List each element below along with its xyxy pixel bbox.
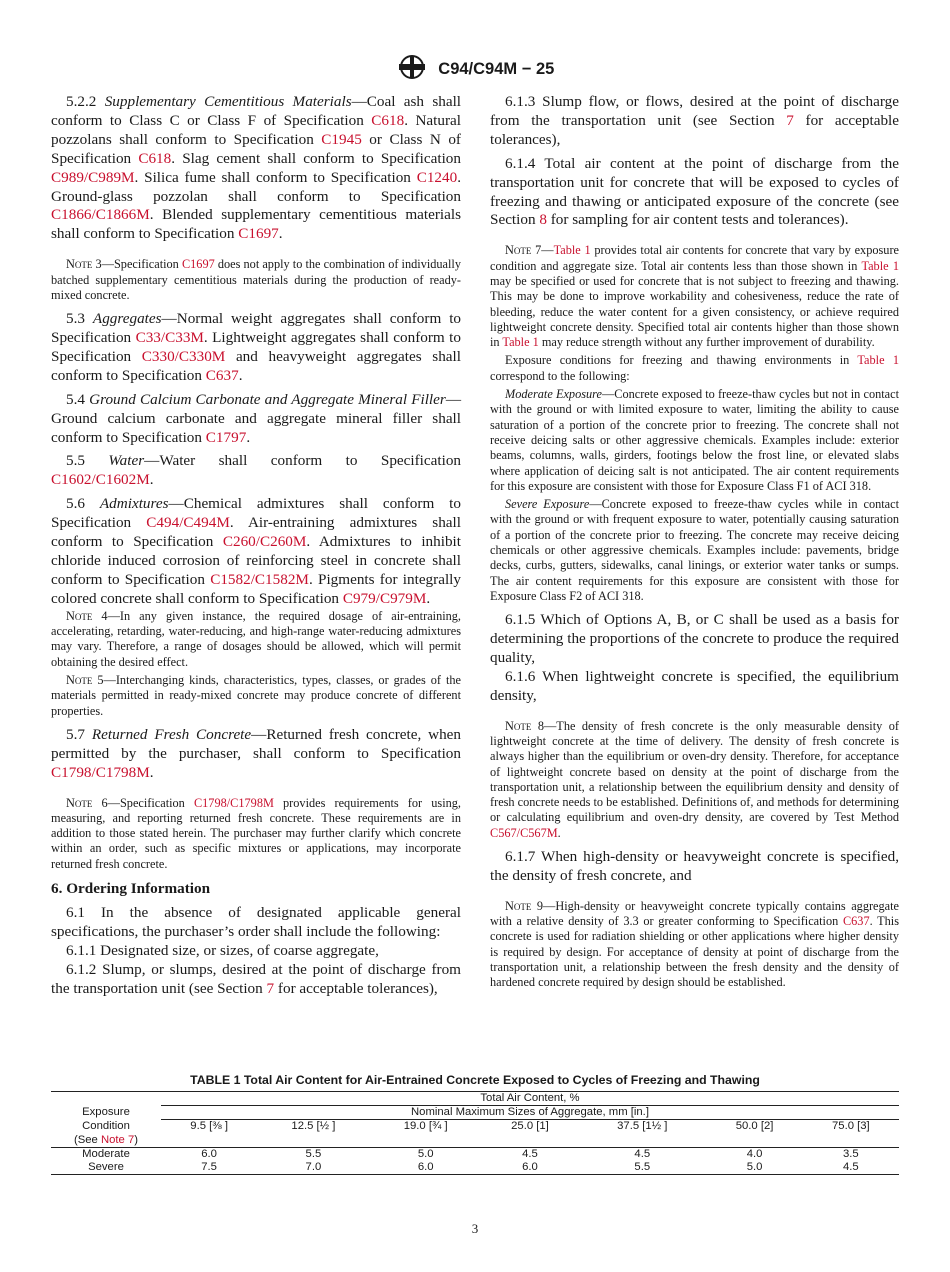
paragraph-6-1-7: 6.1.7 When high-density or heavyweight concrete is specified, the density of fresh concrete, and: [490, 848, 899, 884]
link-table-1[interactable]: Table 1: [553, 243, 591, 258]
note-7: Note 7—Table 1 provides total air contents for concrete that vary by exposure condition and aggregate size. Total air contents less than those shown in Table 1 may be specified or used for concrete that is not subject to freezing and thawing. This may be done to improve workability and cohesiveness, reduce the rate of bleeding, reduce the water content for a given consistency, or achieve required lightweight concrete density. Specified total air contents higher than those shown in Table 1 may reduce strength without any further improvement of durability.: [490, 243, 900, 350]
table-cell: 5.5: [305, 1147, 322, 1160]
section-heading-6: 6. Ordering Information: [51, 880, 211, 898]
table-cell: 7.5: [161, 1161, 257, 1175]
note-4: Note 4—In any given instance, the required dosage of air-entraining, accelerating, retarding, water-reducing, and high-range water-reducing admixtures may vary. Therefore, a range of dosages should be allowed, which will permit obtaining the desired effect.: [51, 608, 461, 669]
link-c1798[interactable]: C1798/C1798M: [51, 763, 150, 781]
link-section-7-b[interactable]: 7: [786, 111, 794, 129]
link-c260[interactable]: C260/C260M: [222, 533, 307, 551]
note-7-exposure-intro: Exposure conditions for freezing and thawing environments in Table 1 correspond to the following:: [490, 353, 899, 383]
table-header-exposure: Exposure: [82, 1105, 130, 1118]
link-c1866[interactable]: C1866/C1866M: [51, 206, 150, 224]
link-section-8[interactable]: 8: [539, 211, 547, 229]
paragraph-6-1-6: 6.1.6 When lightweight concrete is specified, the equilibrium density,: [490, 667, 899, 704]
air-content-table: [51, 1091, 899, 1175]
link-c1697[interactable]: C1697: [238, 225, 279, 243]
paragraph-5-4: 5.4 Ground Calcium Carbonate and Aggregate Mineral Filler—Ground calcium carbonate and aggregate mineral filler shall conform to Specification C1797.: [51, 390, 461, 446]
note-5: Note 5—Interchanging kinds, characteristics, types, classes, or grades of the materials permitted in ready-mixed concrete may produce concrete of different properties.: [51, 672, 461, 718]
table-header-total: Total Air Content, %: [161, 1092, 899, 1106]
link-c1240[interactable]: C1240: [416, 168, 458, 186]
table-row: [51, 1161, 899, 1175]
paragraph-5-6: 5.6 Admixtures—Chemical admixtures shall conform to Specification C494/C494M. Air-entraining admixtures shall conform to Specification C260/C260M. Admixtures to inhibit chloride induced corrosion of reinforcing steel in concrete shall conform to Specification C1582/C1582M. Pigments for integrally colored concrete shall conform to Specification C979/C979M.: [51, 495, 461, 607]
paragraph-5-2-2: 5.2.2 Supplementary Cementitious Materials—Coal ash shall conform to Class C or Class F of Specification C618. Natural pozzolans shall conform to Specification C1945 or Class N of Specification C618. Slag cement shall conform to Specification C989/C989M. Silica fume shall conform to Specification C1240. Ground-glass pozzolan shall conform to Specification C1866/C1866M. Blended supplementary cementitious materials shall conform to Specification C1697.: [51, 93, 462, 243]
link-c1945[interactable]: C1945: [321, 130, 362, 148]
page-number: 3: [471, 1221, 479, 1236]
table-cell: 7.0: [257, 1161, 369, 1175]
link-c637-note[interactable]: C637: [842, 914, 870, 929]
table-cell: 6.0: [201, 1147, 217, 1160]
table-cell: 4.5: [634, 1147, 651, 1160]
link-c330[interactable]: C330/C330M: [141, 347, 226, 365]
table-size-col: 75.0 [3]: [832, 1120, 870, 1133]
table-row: [51, 1147, 899, 1161]
table-cell: 6.0: [370, 1161, 482, 1175]
table-cell: 3.5: [842, 1147, 859, 1160]
table-cell: 6.0: [482, 1161, 578, 1175]
paragraph-6-1-3: 6.1.3 Slump flow, or flows, desired at the point of discharge from the transportation unit (see Section 7 for acceptable tolerances),: [490, 93, 899, 148]
link-c637[interactable]: C637: [205, 366, 239, 384]
link-c989[interactable]: C989/C989M: [51, 168, 135, 186]
link-c1797[interactable]: C1797: [205, 428, 247, 446]
link-note-7[interactable]: Note 7: [100, 1133, 135, 1146]
table-cell: 4.0: [746, 1147, 763, 1160]
link-c618-b[interactable]: C618: [138, 149, 172, 167]
note-7-severe: Severe Exposure—Concrete exposed to freeze-thaw cycles while in contact with the ground or with frequent exposure to water, potentially causing saturation of a portion of the concrete prior to freezing. The concrete may receive deicing chemicals or other aggressive chemicals. Examples include: pavements, bridge decks, curbs, gutters, sidewalks, canal linings, or exterior water tanks or sumps. The air content requirements for this exposure are consistent with those for Exposure Class F2 of ACI 318.: [490, 497, 899, 603]
note-3: Note 3—Specification C1697 does not apply to the combination of individually batched supplementary cementitious materials during the production of ready-mixed concrete.: [51, 257, 461, 302]
astm-logo-icon: [396, 54, 428, 85]
table-header-condition: Condition: [82, 1119, 130, 1132]
table-row-label: Moderate: [82, 1147, 130, 1160]
table-cell: 4.5: [803, 1161, 899, 1175]
table-size-col: 37.5 [1½ ]: [617, 1120, 668, 1133]
table-size-col: 50.0 [2]: [735, 1120, 774, 1133]
paragraph-6-1-2: 6.1.2 Slump, or slumps, desired at the point of discharge from the transportation unit (see Section 7 for acceptable tolerances),: [51, 960, 461, 997]
note-7-moderate: Moderate Exposure—Concrete exposed to freeze-thaw cycles but not in contact with the ground or with limited exposure to water, limiting the ability to cause saturation of a portion of the concrete prior to freezing. The concrete shall not receive deicing salts or other aggressive chemicals. Examples include: exterior beams, columns, walls, girders, footings below the frost line, or elevated slabs where application of deicing salt is not anticipated. The air content requirements for this exposure are consistent with those for Exposure Class F1 of ACI 318.: [490, 387, 899, 493]
link-c979[interactable]: C979/C979M: [342, 589, 427, 607]
link-c494[interactable]: C494/C494M: [146, 514, 230, 532]
table-size-col: 9.5 [⅜ ]: [190, 1120, 228, 1133]
standard-code: C94/C94M − 25: [438, 60, 555, 78]
table-cell: 5.0: [706, 1161, 802, 1175]
table-row-label: Severe: [51, 1161, 161, 1175]
table-size-col: 19.0 [¾ ]: [403, 1120, 448, 1133]
table-size-col: 12.5 [½ ]: [291, 1120, 336, 1133]
paragraph-5-7: 5.7 Returned Fresh Concrete—Returned fresh concrete, when permitted by the purchaser, shall conform to Specification C1798/C1798M.: [51, 725, 462, 781]
table-header-see-note: (See Note 7): [51, 1134, 161, 1148]
table-header-sizes: Nominal Maximum Sizes of Aggregate, mm [in.]: [161, 1106, 899, 1120]
paragraph-5-5: 5.5 Water—Water shall conform to Specification C1602/C1602M.: [51, 452, 462, 489]
table-cell: 5.0: [417, 1147, 434, 1160]
note-8: Note 8—The density of fresh concrete is the only measurable density of lightweight concrete at the time of delivery. The density of fresh concrete is always higher than the equilibrium or oven-dry density. Therefore, for acceptance of lightweight concrete based on density at the point of discharge from the transportation unit, a relationship between the equilibrium density and density of fresh concrete needs to be established. Definitions of, and methods for determining or calculating equilibrium and oven-dry density, are covered by Test Method C567/C567M.: [490, 718, 899, 840]
right-column: [490, 93, 899, 994]
link-c1697-note[interactable]: C1697: [181, 257, 215, 272]
paragraph-6-1-4: 6.1.4 Total air content at the point of discharge from the transportation unit for concrete that will be exposed to cycles of freezing and thawing or anticipated exposure of the concrete (see Section 8 for sampling for air content tests and tolerances).: [490, 154, 899, 229]
paragraph-6-1-1: 6.1.1 Designated size, or sizes, of coarse aggregate,: [66, 941, 379, 959]
paragraph-6-1: 6.1 In the absence of designated applicable general specifications, the purchaser’s order shall include the following:: [51, 903, 461, 940]
link-c1602[interactable]: C1602/C1602M: [51, 471, 150, 489]
paragraph-6-1-5: 6.1.5 Which of Options A, B, or C shall be used as a basis for determining the proportions of the concrete to produce the required quality,: [490, 611, 899, 666]
paragraph-5-3: 5.3 Aggregates—Normal weight aggregates shall conform to Specification C33/C33M. Lightweight aggregates shall conform to Specification C330/C330M and heavyweight aggregates shall conform to Specification C637.: [51, 310, 462, 384]
link-c1582[interactable]: C1582/C1582M: [210, 570, 309, 588]
table-size-col: 25.0 [1]: [511, 1120, 549, 1133]
link-section-7[interactable]: 7: [266, 979, 275, 997]
link-c618[interactable]: C618: [371, 111, 405, 129]
table-cell: 4.5: [522, 1147, 538, 1160]
left-column: [51, 93, 461, 1003]
note-9: Note 9—High-density or heavyweight concrete typically contains aggregate with a relative density of 3.3 or greater conforming to Specification C637. This concrete is used for radiation shielding or other applications where higher density is required by design. For acceptance of density at point of discharge from the transportation unit, a relationship between the fresh density and the density of hardened concrete required by design should be established.: [490, 898, 899, 990]
table-title: TABLE 1 Total Air Content for Air-Entrained Concrete Exposed to Cycles of Freezing and Thawing: [190, 1073, 760, 1087]
link-c567[interactable]: C567/C567M: [490, 825, 558, 840]
table-cell: 5.5: [578, 1161, 706, 1175]
link-table-1-b[interactable]: Table 1: [861, 258, 900, 273]
link-c1798-note[interactable]: C1798/C1798M: [193, 795, 274, 810]
link-table-1-d[interactable]: Table 1: [857, 353, 899, 368]
link-c33[interactable]: C33/C33M: [135, 329, 204, 347]
page-header: [0, 54, 950, 85]
link-table-1-c[interactable]: Table 1: [502, 335, 539, 350]
note-6: Note 6—Specification C1798/C1798M provides requirements for using, measuring, and reporting returned fresh concrete. These requirements are in addition to those stated herein. The purchaser may further clarify which concrete within an order, such as specific mixtures or applications, may incorporate returned fresh concrete.: [51, 795, 461, 871]
